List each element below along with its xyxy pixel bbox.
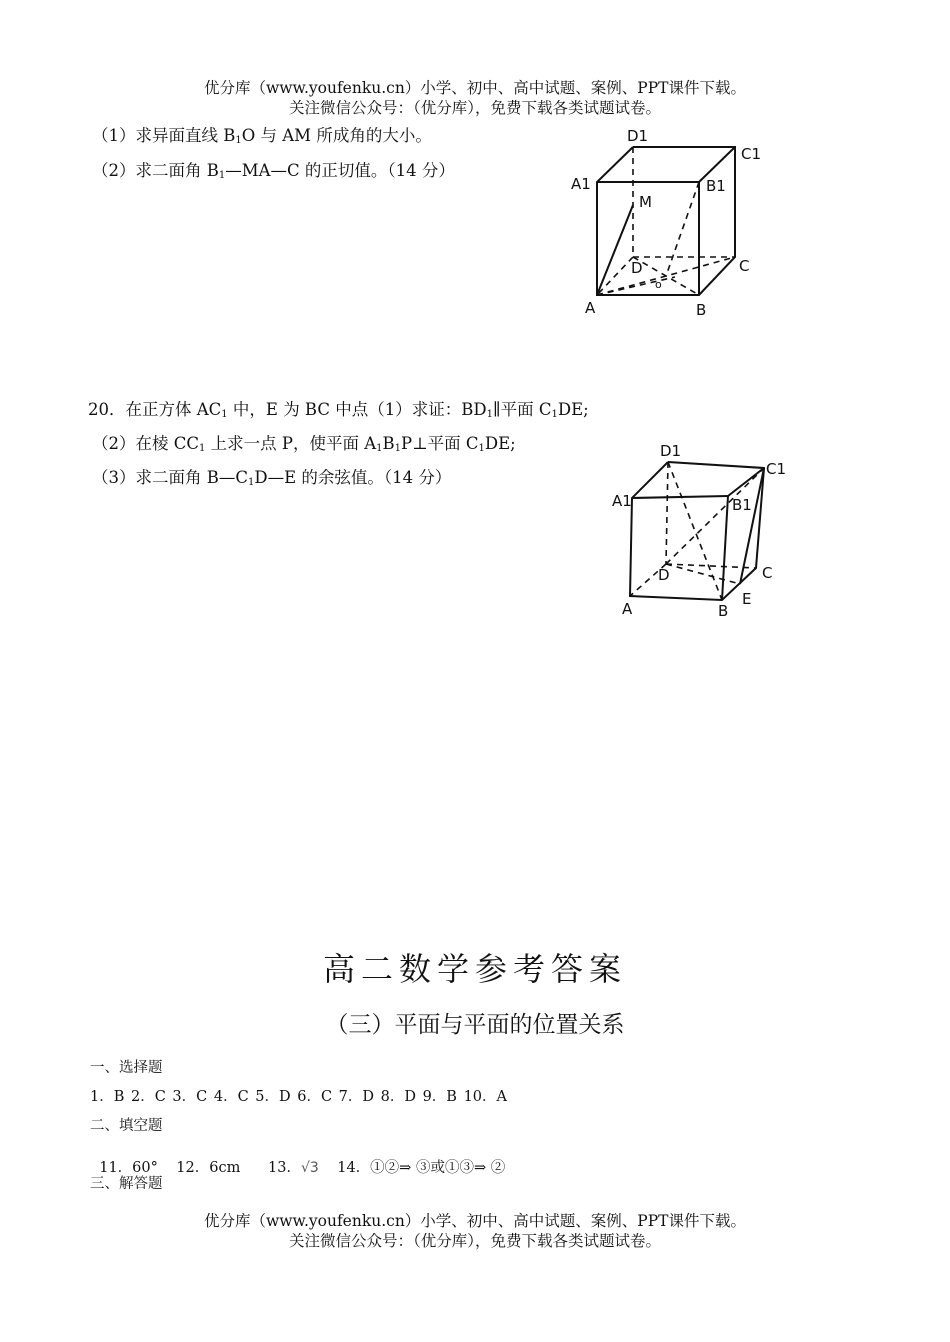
footer-line-1: 优分库（www.youfenku.cn）小学、初中、高中试题、案例、PPT课件下载。 [203,1212,747,1230]
answers-fill-a: 11．60° 12．6cm 13． [99,1160,301,1176]
q19-label-C1: C1 [741,145,762,163]
q19-cube-figure [565,125,785,325]
q20-label-B: B [718,602,729,620]
q19-part2 [92,157,455,181]
q20-line2-sub4: 1 [478,443,485,454]
answers-section-1: 一、选择题 [90,1060,163,1076]
answers-title: 高二数学参考答案 [322,950,627,988]
q19-part2-text-b: —MA—C 的正切值。（14 分） [225,161,455,180]
q19-label-A: A [585,299,596,317]
q19-label-D1: D1 [627,127,649,145]
q19-cube-solid-edges [597,147,735,295]
q20-line1 [88,396,589,420]
q20-line1-sub1: 1 [221,409,228,420]
answers-fill-b: 14．①②⇒ ③或①③⇒ ② [318,1160,506,1176]
q19-part1-text-a: （1）求异面直线 B [92,126,236,145]
q19-cube-hidden-edges [597,147,735,295]
q20-line3-sub: 1 [248,477,255,488]
q19-label-O: o [655,278,662,291]
q19-part1 [92,122,432,146]
footer-line-2: 关注微信公众号：（优分库），免费下载各类试题试卷。 [288,1232,661,1250]
q20-line2-d: P⊥平面 C [401,434,479,453]
q20-line1-sub2: 1 [486,409,493,420]
q19-part2-text-a: （2）求二面角 B [92,161,219,180]
q20-label-B1: B1 [732,496,752,514]
q20-line3-b: D—E 的余弦值。（14 分） [254,468,452,487]
q19-part1-sub: 1 [235,135,242,146]
header-line-1: 优分库（www.youfenku.cn）小学、初中、高中试题、案例、PPT课件下载。 [203,79,747,97]
q20-label-C1: C1 [766,460,787,478]
q20-line1-c: ∥平面 C [492,400,552,419]
answers-mc: 1．B 2．C 3．C 4．C 5．D 6．C 7．D 8．D 9．B 10．A [90,1089,507,1105]
q20-line2-e: DE; [484,434,516,453]
q19-label-C: C [739,257,750,275]
q20-cube-solid-edges [630,462,764,600]
q20-label-D1: D1 [660,442,682,460]
q20-label-D: D [658,566,670,584]
q20-label-A: A [622,600,633,618]
q20-line1-sub3: 1 [551,409,558,420]
answers-section-2: 二、填空题 [90,1118,163,1134]
q19-part2-sub: 1 [218,170,226,181]
q20-line2-sub1: 1 [199,443,206,454]
q19-label-M: M [639,193,652,211]
q20-line2-sub3: 1 [394,443,402,454]
q19-am-line [597,205,633,295]
q20-line3 [92,464,451,488]
page-footer [0,1211,950,1251]
q19-label-B1: B1 [706,177,726,195]
q20-cube-figure [608,440,798,625]
q20-line2-a: （2）在棱 CC [92,434,199,453]
answers-fill-sqrt: √3 [300,1160,319,1176]
q20-line2-sub2: 1 [376,443,383,454]
q20-label-C: C [762,564,773,582]
q19-label-B: B [696,301,707,319]
q19-label-A1: A1 [571,175,591,193]
q20-line2 [92,430,516,454]
answers-section-3: 三、解答题 [90,1176,163,1192]
page-header [0,78,950,118]
q19-label-D: D [631,259,643,277]
q20-label-A1: A1 [612,492,632,510]
q20-line2-b: 上求一点 P，使平面 A [205,434,377,453]
q20-line2-c: B [382,434,395,453]
q19-part1-text-b: O 与 AM 所成角的大小。 [241,126,432,145]
header-line-2: 关注微信公众号：（优分库），免费下载各类试题试卷。 [288,99,661,117]
q20-line1-d: DE; [557,400,589,419]
q20-line1-a: 20．在正方体 AC [88,400,222,419]
q20-label-E: E [742,590,752,608]
answers-subtitle: （三）平面与平面的位置关系 [325,1012,625,1038]
q20-line1-b: 中，E 为 BC 中点（1）求证：BD [227,400,487,419]
q20-line3-a: （3）求二面角 B—C [92,468,248,487]
